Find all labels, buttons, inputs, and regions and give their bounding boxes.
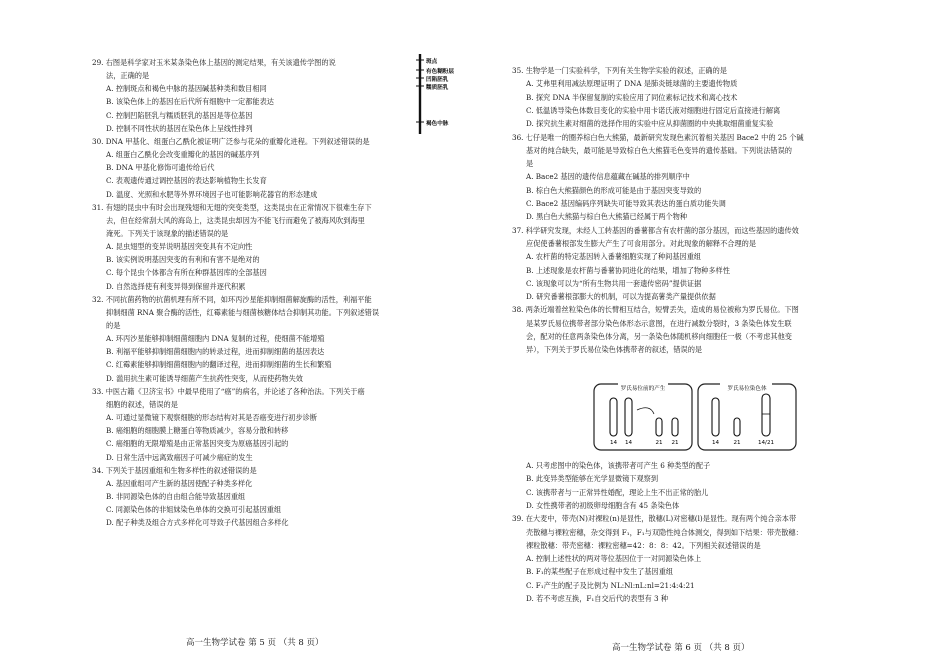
question-stem: 35. 生物学是一门实验科学，下列有关生物学实验的叙述，正确的是 bbox=[512, 66, 727, 75]
answer-option: B. 癌细胞的细胞膜上糖蛋白等物质减少，容易分散和转移 bbox=[106, 426, 289, 436]
chromosome-21 bbox=[656, 418, 662, 436]
chromosome-14 bbox=[712, 398, 719, 436]
question-text: 抑制细菌 RNA 聚合酶的活性，红霉素能与细菌核糖体结合抑制其功能。下列叙述错误 bbox=[106, 307, 380, 317]
answer-option: C. 该现象可以为“所有生物共用一套遗传密码”提供证据 bbox=[526, 278, 702, 288]
question-text: 去，但在经常刮大风的海岛上，这类昆虫却因为不能飞行而避免了被海风吹到海里 bbox=[106, 215, 365, 225]
answer-option: C. 同源染色体的非姐妹染色单体的交换可引起基因重组 bbox=[106, 505, 282, 515]
answer-option: A. 昆虫翅型的变异说明基因突变具有不定向性 bbox=[106, 242, 253, 252]
gene-label: 凹陷胚乳 bbox=[426, 77, 449, 83]
gene-label: 斑点 bbox=[426, 59, 438, 65]
question-text: 的是 bbox=[106, 321, 121, 330]
answer-option: A. Bace2 基因的遗传信息蕴藏在碱基的排列顺序中 bbox=[526, 172, 690, 182]
chromosome-label: 14 bbox=[711, 440, 720, 446]
answer-option: D. 控制不同性状的基因在染色体上呈线性排列 bbox=[106, 123, 253, 133]
answer-option: C. 每个昆虫个体都含有所在种群基因库的全部基因 bbox=[106, 268, 267, 278]
answer-option: C. 红霉素能够抑制细菌细胞内的翻译过程，进而抑制细菌的生长和繁殖 bbox=[106, 360, 332, 370]
chromosome-14 bbox=[625, 398, 632, 436]
answer-option: B. 探究 DNA 半保留复制的实验应用了同位素标记技术和离心技术 bbox=[526, 92, 738, 102]
answer-option: B. DNA 甲基化修饰可遗传给后代 bbox=[106, 163, 215, 173]
question-text: 会，配对的任意两条染色体分离，另一条染色体随机移向细胞任一极（不考虑其他变 bbox=[526, 332, 792, 341]
answer-option: A. 控制斑点和褐色中脉的基因碱基种类和数目相同 bbox=[106, 84, 267, 94]
answer-option: B. 该实例说明基因突变的有利和有害不是绝对的 bbox=[106, 255, 260, 265]
question-stem: 30. DNA 甲基化、组蛋白乙酰化被证明广泛参与花朵的重瓣化进程。下列叙述错误的是 bbox=[92, 136, 370, 146]
chromosome-label: 21 bbox=[655, 440, 663, 446]
answer-option: D. 若不考虑互换，F₁自交后代的表型有 3 种 bbox=[526, 594, 669, 603]
answer-option: B. 棕白色大熊猫颜色的形成可能是由于基因突变导致的 bbox=[526, 185, 702, 195]
answer-option: A. 只考虑图中的染色体，该携带者可产生 6 种类型的配子 bbox=[526, 461, 711, 470]
question-text: 法，正确的是 bbox=[106, 71, 150, 81]
gene-label: 有色糊粉层 bbox=[426, 69, 454, 75]
answer-option: A. 艾弗里利用减法原理证明了 DNA 是肺炎链球菌的主要遗传物质 bbox=[526, 79, 738, 89]
chromosome-label: 14 bbox=[609, 440, 618, 446]
answer-option: D. 滥用抗生素可能诱导细菌产生抗药性突变，从而使药物失效 bbox=[106, 373, 303, 383]
question-stem: 29. 右图是科学家对玉米某条染色体上基因的测定结果，有关该遗传学图的说 bbox=[92, 58, 336, 67]
gene-label: 糯质胚乳 bbox=[426, 85, 449, 91]
chromosome-14 bbox=[610, 398, 617, 436]
chromosome-label: 21 bbox=[733, 440, 741, 446]
question-text: 是某罗氏易位携带者部分染色体形态示意图，在进行减数分裂时，3 条染色体发生联 bbox=[526, 318, 792, 328]
question-stem: 31. 有翅的昆虫中有时会出现残翅和无翅的突变类型，这类昆虫在正常情况下很难生存下 bbox=[92, 202, 372, 212]
question-stem: 33. 中医古籍《卫济宝书》中最早使用了“癌”的病名，并论述了各种治法。下列关于癌 bbox=[92, 386, 365, 396]
question-text: 异），下列关于罗氏易位染色体携带者的叙述，错误的是 bbox=[526, 345, 703, 355]
answer-option: D. 自然选择使有利变异得到保留并逐代积累 bbox=[106, 281, 246, 291]
answer-option: C. 控制凹陷胚乳与糯质胚乳的基因是等位基因 bbox=[106, 110, 253, 120]
answer-option: B. F₁的某些配子在形成过程中发生了基因重组 bbox=[526, 567, 674, 577]
question-text: 裸粒散穗：带壳密穗：裸粒密穗=42：8：8：42。下列相关叙述错误的是 bbox=[526, 540, 761, 550]
answer-option: D. 探究抗生素对细菌的选择作用的实验中应从抑菌圈的中央挑取细菌重复实验 bbox=[526, 119, 774, 129]
question-stem: 39. 在大麦中，带壳(N)对裸粒(n)是显性，散穗(L)对密穗(l)是显性。现有两个纯合亲本带 bbox=[512, 514, 797, 524]
question-stem: 34. 下列关于基因重组和生物多样性的叙述错误的是 bbox=[92, 465, 257, 475]
page-footer-left: 高一生物学试卷 第 5 页 （共 8 页） bbox=[186, 638, 324, 648]
question-text: 壳散穗与裸粒密穗，杂交得到 F₁，F₁与双隐性纯合体测交，得到如下结果：带壳散穗： bbox=[526, 527, 803, 537]
answer-option: C. 低温诱导染色体数目变化的实验中用卡诺氏液对细胞进行固定后直接进行解离 bbox=[526, 105, 781, 115]
question-text: 细胞的叙述，错误的是 bbox=[106, 399, 178, 409]
page-footer-right: 高一生物学试卷 第 6 页 （共 8 页） bbox=[612, 643, 750, 653]
answer-option: D. 日常生活中远离致癌因子可减少癌症的发生 bbox=[106, 452, 253, 462]
answer-option: D. 配子种类及组合方式多样化可导致子代基因组合多样化 bbox=[106, 518, 289, 528]
answer-option: C. 该携带者与一正常异性婚配，理论上生不出正常的胎儿 bbox=[526, 487, 709, 497]
answer-option: A. 可通过显微镜下观察细胞的形态结构对其是否癌变进行初步诊断 bbox=[106, 413, 318, 423]
answer-option: A. 环丙沙星能够抑制细菌细胞内 DNA 复制的过程，使细菌不能增殖 bbox=[106, 334, 325, 344]
answer-option: C. F₁产生的配子及比例为 NL:Nl:nL:nl=21:4:4:21 bbox=[526, 580, 695, 590]
chromosome-label: 14/21 bbox=[757, 440, 775, 446]
question-text: 基对的纯合缺失，最可能是导致棕白色大熊猫毛色变异的遗传基础。下列说法错误的 bbox=[526, 145, 792, 155]
answer-option: B. 此变异类型能够在光学显微镜下观察到 bbox=[526, 474, 659, 484]
answer-option: A. 组蛋白乙酰化会改变重瓣化的基因的碱基序列 bbox=[106, 150, 260, 160]
answer-option: D. 黑白色大熊猫与棕白色大熊猫已经属于两个物种 bbox=[526, 212, 688, 222]
answer-option: D. 研究番薯根部膨大的机制，可以为提高薯类产量提供依据 bbox=[526, 292, 716, 302]
question-text: 是 bbox=[526, 159, 534, 169]
question-stem: 36. 七仔是唯一的圈养棕白色大熊猫，最新研究发现色素沉着相关基因 Bace2 中的 25 个碱 bbox=[512, 132, 804, 142]
chromosome-label: 21 bbox=[671, 440, 679, 446]
question-stem: 37. 科学研究发现，未经人工转基因的番薯都含有农杆菌的部分基因，而这些基因的遗传效 bbox=[512, 225, 799, 235]
question-text: 淹死。下列关于该现象的描述错误的是 bbox=[106, 228, 229, 238]
answer-option: C. 表观遗传通过调控基因的表达影响植物生长发育 bbox=[106, 176, 267, 186]
answer-option: A. 农杆菌的特定基因转入番薯细胞实现了种间基因重组 bbox=[526, 252, 702, 262]
question-text: 应促使番薯根部发生膨大产生了可食用部分。对此现象的解释不合理的是 bbox=[526, 238, 757, 248]
panel-left-title: 罗氏易位前的产生 bbox=[620, 386, 666, 392]
answer-option: A. 基因重组可产生新的基因使配子种类多样化 bbox=[106, 478, 253, 488]
chromosome-14-21 bbox=[762, 394, 770, 436]
answer-option: C. Bace2 基因编码序列缺失可能导致其表达的蛋白质功能失调 bbox=[526, 199, 726, 208]
chromosome-21 bbox=[734, 418, 740, 436]
answer-option: A. 控制上述性状的两对等位基因位于一对同源染色体上 bbox=[526, 554, 702, 564]
question-stem: 32. 不同抗菌药物的抗菌机理有所不同，如环丙沙星能抑制细菌解旋酶的活性，利福平能 bbox=[92, 294, 372, 304]
fusion-arrow bbox=[637, 408, 654, 414]
gene-label: 褐色中脉 bbox=[426, 121, 449, 127]
chromosome-label: 14 bbox=[624, 440, 633, 446]
panel-right-title: 罗氏易位染色体 bbox=[727, 386, 767, 392]
question-stem: 38. 两条近端着丝粒染色体的长臂相互结合，短臂丢失，造成的易位被称为罗氏易位。下图 bbox=[512, 305, 799, 315]
answer-option: B. 该染色体上的基因在后代所有细胞中一定都能表达 bbox=[106, 97, 274, 107]
translocation-figure bbox=[592, 380, 800, 454]
answer-option: D. 温度、光照和水肥等外界环境因子也可能影响花器官的形态建成 bbox=[106, 189, 318, 199]
answer-option: B. 利福平能够抑制细菌细胞内的转录过程，进而抑制细菌的基因表达 bbox=[106, 347, 325, 357]
answer-option: C. 癌细胞的无限增殖是由正常基因突变为原癌基因引起的 bbox=[106, 439, 289, 449]
answer-option: B. 上述现象是农杆菌与番薯协同进化的结果，增加了物种多样性 bbox=[526, 265, 730, 275]
chromosome-gene-map bbox=[400, 46, 470, 138]
answer-option: D. 女性携带者的初级卵母细胞含有 45 条染色体 bbox=[526, 500, 680, 510]
answer-option: B. 非同源染色体的自由组合能导致基因重组 bbox=[106, 491, 246, 501]
chromosome-21 bbox=[672, 418, 678, 436]
